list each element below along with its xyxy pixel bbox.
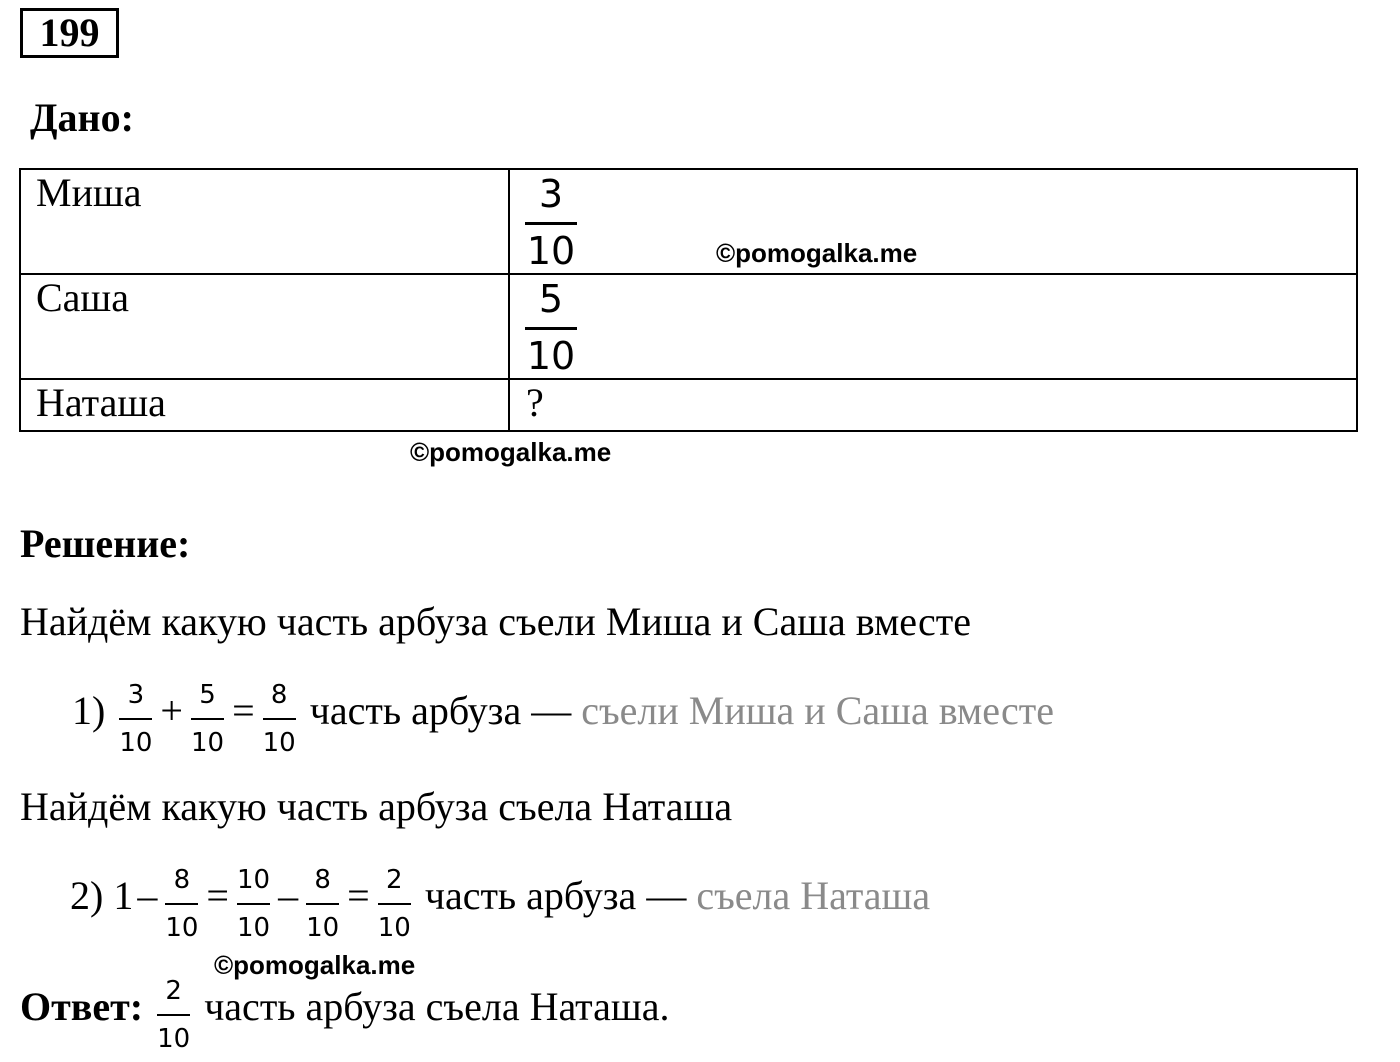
fraction-bar — [525, 327, 577, 330]
fraction — [378, 865, 411, 943]
numerator: 3 — [538, 172, 564, 216]
name-cell: Саша — [20, 274, 509, 379]
denominator: 10 — [526, 334, 576, 378]
step-text: часть арбуза — — [424, 873, 687, 919]
watermark: ©pomogalka.me — [716, 238, 918, 268]
whole-number: 1 — [113, 873, 134, 919]
answer-label: Ответ: — [20, 984, 144, 1030]
fraction — [306, 865, 339, 943]
fraction — [263, 680, 296, 758]
denominator: 10 — [377, 913, 411, 943]
value-cell: ? — [509, 379, 1357, 431]
numerator: 3 — [127, 680, 145, 710]
value-cell — [509, 274, 1357, 379]
equals-sign: = — [347, 873, 370, 919]
fraction — [191, 680, 224, 758]
solution-heading: Решение: — [20, 521, 191, 566]
fraction-bar — [378, 903, 411, 905]
fraction-bar — [157, 1014, 190, 1016]
answer-line — [20, 972, 670, 1054]
fraction — [237, 865, 270, 943]
denominator: 10 — [190, 728, 225, 758]
numerator: 10 — [236, 865, 271, 895]
numerator: 2 — [165, 976, 182, 1006]
denominator: 10 — [165, 913, 199, 943]
value-cell — [509, 169, 1357, 274]
step-label: 1) — [72, 688, 106, 734]
denominator: 10 — [526, 229, 576, 273]
table-row — [20, 379, 1357, 431]
fraction — [157, 976, 190, 1054]
watermark: ©pomogalka.me — [214, 950, 416, 980]
answer-text: часть арбуза съела Наташа. — [204, 984, 670, 1030]
solution-text-1: Найдём какую часть арбуза съели Миша и Саша вместе — [20, 599, 972, 644]
minus-sign: – — [278, 873, 299, 919]
fraction-bar — [237, 903, 270, 905]
equals-sign: = — [232, 688, 255, 734]
denominator: 10 — [119, 728, 153, 758]
numerator: 8 — [314, 865, 331, 895]
fraction-bar — [306, 903, 339, 905]
numerator: 8 — [270, 680, 288, 710]
fraction — [525, 172, 577, 273]
solution-text-2: Найдём какую часть арбуза съела Наташа — [20, 784, 733, 829]
table-row — [20, 169, 1357, 274]
task-number: 199 — [20, 8, 119, 58]
fraction — [119, 680, 152, 758]
numerator: 5 — [538, 277, 564, 321]
numerator: 5 — [199, 680, 216, 710]
name-cell: Наташа — [20, 379, 509, 431]
fraction-bar — [525, 222, 577, 225]
watermark: ©pomogalka.me — [410, 437, 612, 467]
step-2 — [70, 861, 931, 943]
denominator: 10 — [306, 913, 340, 943]
minus-sign: – — [137, 873, 158, 919]
denominator: 10 — [262, 728, 296, 758]
numerator: 2 — [386, 865, 403, 895]
fraction-bar — [119, 718, 152, 720]
step-1 — [72, 676, 1054, 758]
equals-sign: = — [206, 873, 229, 919]
name-cell: Миша — [20, 169, 509, 274]
step-comment: съела Наташа — [696, 873, 931, 919]
denominator: 10 — [236, 913, 271, 943]
plus-sign: + — [160, 688, 183, 734]
fraction — [165, 865, 198, 943]
denominator: 10 — [157, 1024, 191, 1054]
step-comment: съели Миша и Саша вместе — [581, 688, 1054, 734]
fraction — [525, 277, 577, 378]
given-table — [19, 168, 1358, 432]
table-row — [20, 274, 1357, 379]
numerator: 8 — [173, 865, 191, 895]
step-label: 2) — [70, 873, 104, 919]
fraction-bar — [165, 903, 198, 905]
given-heading: Дано: — [30, 95, 134, 140]
fraction-bar — [263, 718, 296, 720]
fraction-bar — [191, 718, 224, 720]
step-text: часть арбуза — — [309, 688, 572, 734]
